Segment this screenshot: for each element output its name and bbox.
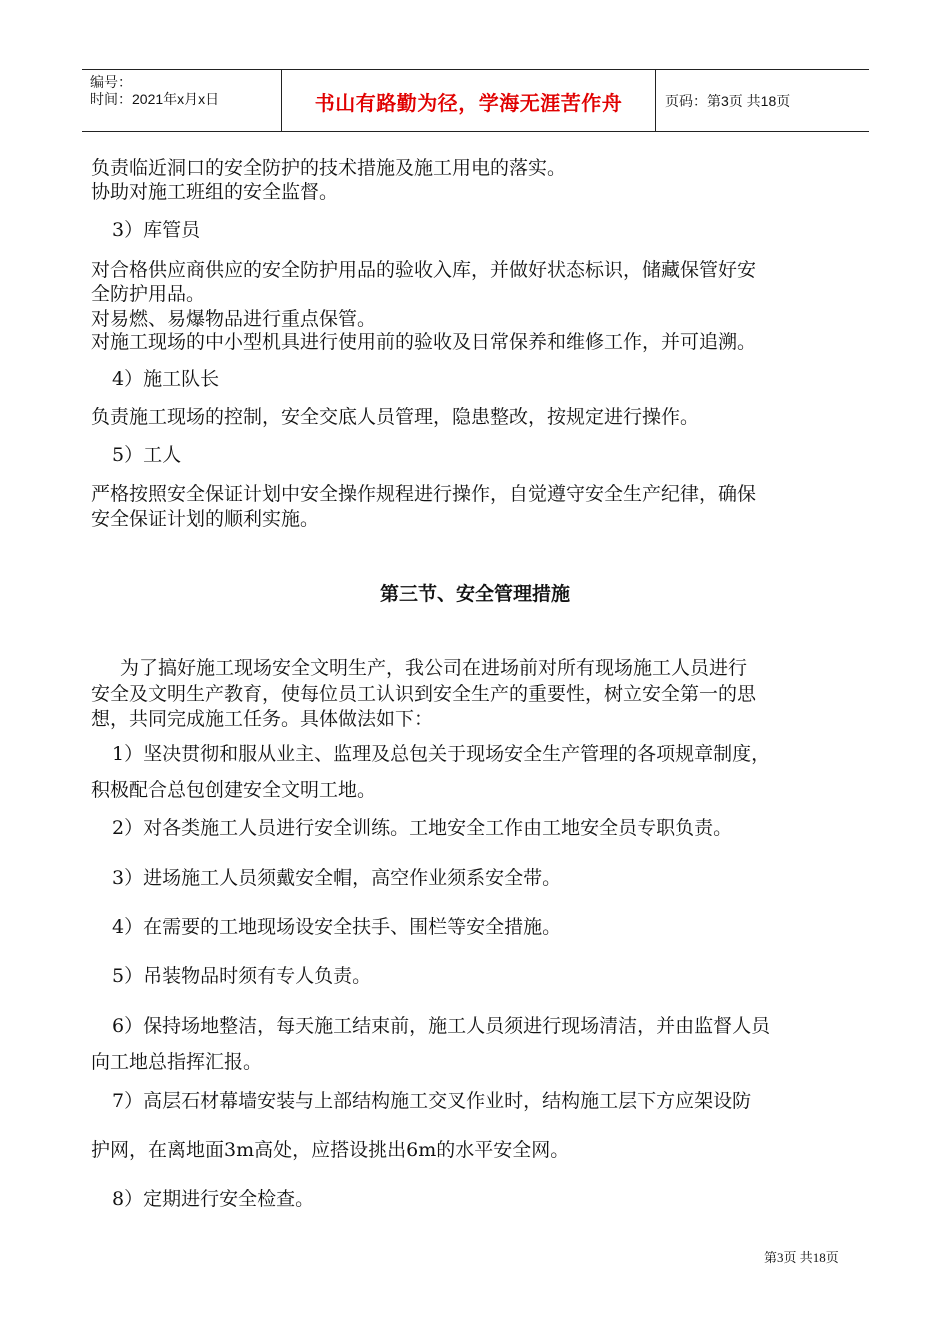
text-line: 负责临近洞口的安全防护的技术措施及施工用电的落实。 [91, 157, 567, 179]
list-heading: 4）施工队长 [112, 368, 220, 390]
text-line: 全防护用品。 [91, 283, 206, 305]
list-item: 4）在需要的工地现场设安全扶手、围栏等安全措施。 [112, 916, 562, 938]
text-line: 安全保证计划的顺利实施。 [91, 508, 320, 530]
list-item: 6）保持场地整洁，每天施工结束前，施工人员须进行现场清洁，并由监督人员 [112, 1015, 771, 1037]
text-line: 对施工现场的中小型机具进行使用前的验收及日常保养和维修工作，并可追溯。 [91, 331, 757, 353]
list-item: 3）进场施工人员须戴安全帽，高空作业须系安全带。 [112, 867, 562, 889]
paragraph-line: 安全及文明生产教育，使每位员工认识到安全生产的重要性，树立安全第一的思 [91, 683, 757, 705]
document-date: 时间：2021年x月x日 [90, 91, 220, 107]
paragraph-line: 想，共同完成施工任务。具体做法如下： [91, 708, 434, 730]
list-item-continued: 积极配合总包创建安全文明工地。 [91, 779, 377, 801]
text-line: 对易燃、易爆物品进行重点保管。 [91, 308, 377, 330]
text-line: 严格按照安全保证计划中安全操作规程进行操作，自觉遵守安全生产纪律，确保 [91, 483, 757, 505]
header-motto: 书山有路勤为径，学海无涯苦作舟 [314, 91, 623, 115]
list-item-continued: 向工地总指挥汇报。 [91, 1051, 263, 1073]
list-item: 8）定期进行安全检查。 [112, 1188, 315, 1210]
document-number: 编号： [90, 74, 132, 90]
header-divider [655, 70, 656, 131]
list-item: 5）吊装物品时须有专人负责。 [112, 965, 372, 987]
header-page-number: 页码：第3页 共18页 [665, 93, 791, 109]
text-line: 负责施工现场的控制，安全交底人员管理，隐患整改，按规定进行操作。 [91, 406, 700, 428]
list-item: 2）对各类施工人员进行安全训练。工地安全工作由工地安全员专职负责。 [112, 817, 733, 839]
page-header [82, 69, 869, 132]
list-heading: 3）库管员 [112, 219, 201, 241]
page-footer: 第3页 共18页 [764, 1250, 839, 1265]
section-title: 第三节、安全管理措施 [379, 583, 570, 605]
text-line: 对合格供应商供应的安全防护用品的验收入库，并做好状态标识，储藏保管好安 [91, 259, 757, 281]
text-line: 协助对施工班组的安全监督。 [91, 181, 339, 203]
list-item: 1）坚决贯彻和服从业主、监理及总包关于现场安全生产管理的各项规章制度， [112, 743, 771, 765]
paragraph-line: 为了搞好施工现场安全文明生产，我公司在进场前对所有现场施工人员进行 [120, 657, 748, 679]
list-item: 7）高层石材幕墙安装与上部结构施工交叉作业时，结构施工层下方应架设防 [112, 1090, 752, 1112]
list-heading: 5）工人 [112, 444, 182, 466]
list-item-continued: 护网，在离地面3m高处，应搭设挑出6m的水平安全网。 [91, 1139, 570, 1161]
